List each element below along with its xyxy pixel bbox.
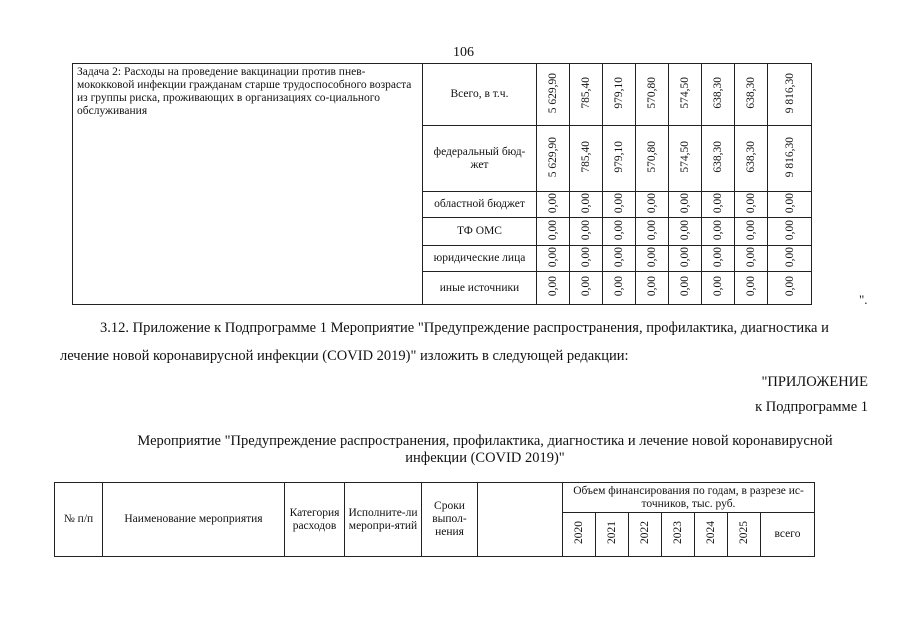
value-text: 0,00 <box>712 219 724 241</box>
funding-source-label: ТФ ОМС <box>423 218 537 246</box>
value-cell <box>603 192 636 218</box>
value-text: 0,00 <box>783 192 796 214</box>
value-cell <box>735 64 768 126</box>
value-cell <box>603 218 636 246</box>
funding-source-label: Всего, в т.ч. <box>423 64 537 126</box>
value-text: 0,00 <box>712 276 724 297</box>
value-text: 0,00 <box>580 192 592 214</box>
value-text: 574,50 <box>679 77 691 109</box>
value-text: 0,00 <box>613 276 625 297</box>
value-text: 574,50 <box>679 141 691 173</box>
year-label: 2025 <box>737 521 750 544</box>
year-header <box>629 513 662 557</box>
value-text: 0,00 <box>646 246 658 268</box>
value-text: 0,00 <box>613 192 625 214</box>
value-text: 638,30 <box>712 77 724 109</box>
value-text: 0,00 <box>679 219 691 241</box>
value-cell <box>603 246 636 272</box>
value-cell <box>702 192 735 218</box>
value-cell <box>537 64 570 126</box>
funding-source-label: областной бюджет <box>423 192 537 218</box>
paragraph-line-2: лечение новой коронавирусной инфекции (COVID 2019)" изложить в следующей редакции: <box>60 348 629 364</box>
year-header <box>563 513 596 557</box>
value-cell <box>636 192 669 218</box>
value-text: 638,30 <box>745 141 757 173</box>
col-header-number: № п/п <box>55 483 103 557</box>
value-text: 0,00 <box>679 192 691 214</box>
value-text: 0,00 <box>745 192 757 214</box>
value-cell <box>570 246 603 272</box>
value-text: 5 629,90 <box>547 136 559 178</box>
closing-quote: ". <box>859 292 868 307</box>
value-text: 0,00 <box>547 276 559 297</box>
value-text: 979,10 <box>613 77 625 109</box>
year-label: 2021 <box>605 521 618 544</box>
annex-subtitle: к Подпрограмме 1 <box>755 399 868 415</box>
value-cell <box>768 218 812 246</box>
value-cell <box>768 272 812 305</box>
value-cell <box>669 64 702 126</box>
funding-source-label: федеральный бюд-жет <box>423 126 537 192</box>
value-cell <box>669 126 702 192</box>
year-header <box>596 513 629 557</box>
year-label: 2024 <box>704 521 717 544</box>
measure-title-line-2: инфекции (COVID 2019)" <box>405 450 565 466</box>
value-text: 0,00 <box>745 219 757 241</box>
measure-header-table <box>54 482 815 557</box>
value-text: 5 629,90 <box>547 72 559 114</box>
value-text: 785,40 <box>580 77 592 109</box>
value-cell <box>636 246 669 272</box>
value-cell <box>537 218 570 246</box>
value-cell <box>537 272 570 305</box>
value-cell <box>669 218 702 246</box>
value-cell <box>735 126 768 192</box>
value-text: 0,00 <box>679 276 691 297</box>
value-text: 0,00 <box>613 246 625 268</box>
col-header-executors: Исполните-ли меропри-ятий <box>345 483 422 557</box>
measure-title <box>100 433 870 467</box>
funding-source-label: иные источники <box>423 272 537 305</box>
value-cell <box>669 246 702 272</box>
table-row <box>73 64 812 126</box>
value-cell <box>669 272 702 305</box>
value-text: 0,00 <box>679 246 691 268</box>
value-text: 638,30 <box>745 77 757 109</box>
value-text: 9 816,30 <box>783 136 796 178</box>
col-header-category: Категория расходов <box>285 483 345 557</box>
annex-title: "ПРИЛОЖЕНИЕ <box>761 374 868 390</box>
task-funding-table <box>72 63 812 305</box>
value-cell <box>603 272 636 305</box>
value-text: 0,00 <box>712 246 724 268</box>
value-cell <box>735 218 768 246</box>
value-cell <box>768 246 812 272</box>
funding-source-label: юридические лица <box>423 246 537 272</box>
value-cell <box>537 126 570 192</box>
value-text: 0,00 <box>783 276 796 297</box>
year-header <box>695 513 728 557</box>
total-header: всего <box>761 513 815 557</box>
value-text: 0,00 <box>646 192 658 214</box>
paragraph-line-1: 3.12. Приложение к Подпрограмме 1 Мероприятие "Предупреждение распространения, профилактика, диагностика и <box>100 320 829 336</box>
value-text: 0,00 <box>547 246 559 268</box>
value-cell <box>570 64 603 126</box>
value-text: 0,00 <box>745 276 757 297</box>
value-text: 0,00 <box>783 219 796 241</box>
value-text: 0,00 <box>547 192 559 214</box>
col-header-funding: Объем финансирования по годам, в разрезе ис-точников, тыс. руб. <box>563 483 815 513</box>
value-text: 979,10 <box>613 141 625 173</box>
task-description: Задача 2: Расходы на проведение вакцинации против пнев-мококковой инфекции гражданам старше трудоспособного возраста из группы риска, проживающих в организациях со-циального обслуживания <box>73 64 423 305</box>
value-cell <box>702 246 735 272</box>
value-cell <box>735 272 768 305</box>
value-cell <box>669 192 702 218</box>
value-text: 0,00 <box>613 219 625 241</box>
value-cell <box>570 126 603 192</box>
value-cell <box>702 218 735 246</box>
value-text: 0,00 <box>712 192 724 214</box>
value-cell <box>735 246 768 272</box>
value-cell <box>537 192 570 218</box>
value-cell <box>636 272 669 305</box>
value-text: 0,00 <box>580 246 592 268</box>
value-cell <box>603 64 636 126</box>
value-cell <box>603 126 636 192</box>
measure-title-line-1: Мероприятие "Предупреждение распространения, профилактика, диагностика и лечение новой коронавирусной <box>137 433 833 449</box>
value-cell <box>768 64 812 126</box>
value-text: 9 816,30 <box>783 72 796 114</box>
value-text: 0,00 <box>646 276 658 297</box>
value-text: 0,00 <box>783 246 796 268</box>
value-cell <box>702 126 735 192</box>
value-cell <box>735 192 768 218</box>
value-cell <box>768 192 812 218</box>
value-cell <box>537 246 570 272</box>
value-cell <box>570 272 603 305</box>
year-label: 2023 <box>671 521 684 544</box>
value-cell <box>702 272 735 305</box>
value-text: 0,00 <box>547 219 559 241</box>
value-cell <box>636 218 669 246</box>
value-cell <box>768 126 812 192</box>
year-label: 2022 <box>638 521 651 544</box>
year-label: 2020 <box>572 521 585 544</box>
value-cell <box>702 64 735 126</box>
value-text: 570,80 <box>646 141 658 173</box>
value-cell <box>570 192 603 218</box>
col-header-name: Наименование мероприятия <box>103 483 285 557</box>
value-text: 0,00 <box>580 219 592 241</box>
col-header-blank <box>478 483 563 557</box>
value-text: 785,40 <box>580 141 592 173</box>
value-cell <box>570 218 603 246</box>
year-header <box>662 513 695 557</box>
value-text: 638,30 <box>712 141 724 173</box>
page-number: 106 <box>453 45 474 60</box>
value-cell <box>636 126 669 192</box>
value-text: 0,00 <box>646 219 658 241</box>
year-header <box>728 513 761 557</box>
col-header-terms: Сроки выпол-нения <box>422 483 478 557</box>
value-cell <box>636 64 669 126</box>
value-text: 0,00 <box>580 276 592 297</box>
value-text: 570,80 <box>646 77 658 109</box>
value-text: 0,00 <box>745 246 757 268</box>
